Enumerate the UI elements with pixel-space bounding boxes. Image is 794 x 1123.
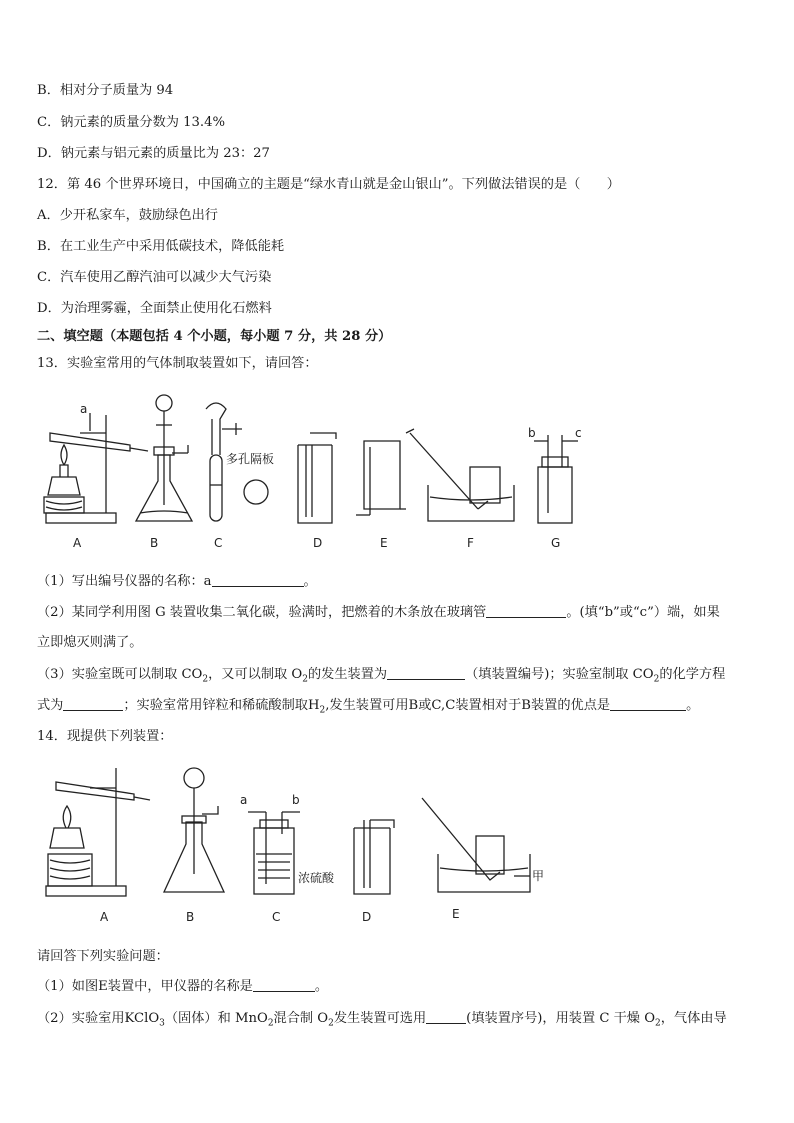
answer-blank[interactable] xyxy=(610,697,686,711)
acid-label: 浓硫酸 xyxy=(298,871,335,885)
fig-label-d: D xyxy=(362,910,372,924)
answer-blank[interactable] xyxy=(387,666,465,680)
fig-label-g: G xyxy=(551,536,561,550)
fig-label-d: D xyxy=(313,536,323,550)
jia-label: 甲 xyxy=(532,869,545,883)
q11-option-b: B．相对分子质量为 94 xyxy=(37,83,174,98)
q12-option-a: A．少开私家车，鼓励绿色出行 xyxy=(37,208,218,223)
q12-option-d: D．为治理雾霾，全面禁止使用化石燃料 xyxy=(37,301,272,316)
porous-plate-label: 多孔隔板 xyxy=(226,452,275,466)
q13-part2: （2）某同学利用图 G 装置收集二氧化碳，验满时，把燃着的木条放在玻璃管 。(填“b”或“c”）端，如果 xyxy=(37,605,720,620)
q12-stem: 12．第 46 个世界环境日，中国确立的主题是“绿水青山就是金山银山”。下列做法错误的是（ ） xyxy=(37,177,620,192)
q13-stem: 13．实验室常用的气体制取装置如下，请回答： xyxy=(37,356,318,371)
q13-part1: （1）写出编号仪器的名称：a 。 xyxy=(37,574,317,589)
q14-part1: （1）如图E装置中，甲仪器的名称是 。 xyxy=(37,979,329,994)
mark-a: a xyxy=(240,793,248,807)
fig-label-c: C xyxy=(214,536,223,550)
alcohol-lamp-a xyxy=(48,477,80,495)
mark-c: c xyxy=(575,426,582,440)
q13-part3: （3）实验室既可以制取 $CO_2$，又可以制取 $O_2$的发生装置为 （填装置编号)；实验室制取 $CO_2$的化学方程 xyxy=(37,667,726,685)
q14-intro: 请回答下列实验问题： xyxy=(37,949,169,964)
mark-b: b xyxy=(528,426,536,440)
mark-b: b xyxy=(292,793,300,807)
answer-blank[interactable] xyxy=(63,697,123,711)
answer-blank[interactable] xyxy=(426,1010,466,1024)
fig-label-a: A xyxy=(100,910,109,924)
q13-apparatus-figure xyxy=(30,385,590,555)
q13-part3-cont: 式为 ；实验室常用锌粒和稀硫酸制取$H_2$,发生装置可用B或C,C装置相对于B装置的优点是 。 xyxy=(37,698,700,716)
answer-blank[interactable] xyxy=(212,573,304,587)
fig-label-e: E xyxy=(380,536,388,550)
q12-option-b: B．在工业生产中采用低碳技术，降低能耗 xyxy=(37,239,285,254)
bottle-d xyxy=(298,445,332,523)
mark-a: a xyxy=(80,402,88,416)
answer-blank[interactable] xyxy=(486,604,566,618)
fig-label-b: B xyxy=(186,910,195,924)
stand-base-a xyxy=(46,513,116,523)
bottle-g xyxy=(538,467,572,523)
q14-stem: 14．现提供下列装置： xyxy=(37,729,173,744)
test-tube-c xyxy=(210,455,222,521)
q14-part2: （2）实验室用KClO$_3$（固体）和 MnO$_2$混合制 $O_2$发生装置可选用 (填装置序号)，用装置 C 干燥 $O_2$，气体由导 xyxy=(37,1011,727,1029)
fig-label-c: C xyxy=(272,910,281,924)
q11-option-d: D．钠元素与铝元素的质量比为 23：27 xyxy=(37,146,270,161)
fig-label-b: B xyxy=(150,536,159,550)
q12-option-c: C．汽车使用乙醇汽油可以减少大气污染 xyxy=(37,270,272,285)
q13-part2-cont: 立即熄灭则满了。 xyxy=(37,635,143,650)
fig-label-e: E xyxy=(452,907,460,921)
section-title: 二、填空题（本题包括 4 个小题，每小题 7 分，共 28 分） xyxy=(37,329,392,344)
fig-label-f: F xyxy=(467,536,474,550)
q14-apparatus-figure xyxy=(30,758,590,928)
fig-label-a: A xyxy=(73,536,82,550)
answer-blank[interactable] xyxy=(253,978,315,992)
q11-option-c: C．钠元素的质量分数为 13.4% xyxy=(37,115,226,130)
